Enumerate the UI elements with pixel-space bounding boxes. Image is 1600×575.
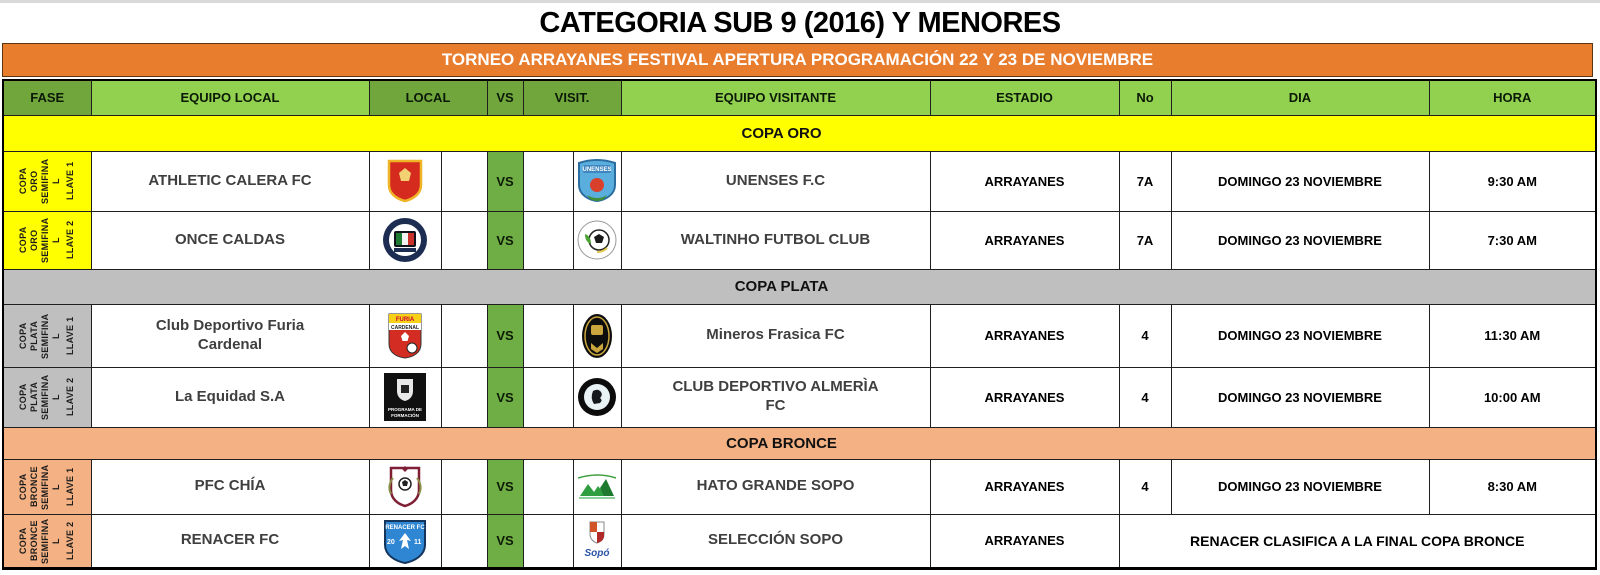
col-header-dia: DIA: [1171, 80, 1429, 115]
fase-label: COPA PLATA SEMIFINAL: [18, 374, 62, 420]
visitor-score-cell: [523, 367, 573, 427]
svg-text:FORMACIÓN: FORMACIÓN: [391, 413, 419, 418]
la-equidad-logo-icon: [384, 373, 426, 421]
local-team-name: La Equidad S.A: [91, 367, 369, 427]
llave-label: LLAVE 1: [65, 316, 76, 355]
fase-cell: [3, 304, 91, 367]
fase-cell: [3, 459, 91, 514]
vs-cell: VS: [487, 514, 523, 568]
stadium-cell: ARRAYANES: [930, 514, 1119, 568]
visitor-team-name: SELECCIÓN SOPO: [621, 514, 930, 568]
visitor-team-name: UNENSES F.C: [621, 151, 930, 211]
local-team-name: ONCE CALDAS: [91, 211, 369, 269]
svg-text:20: 20: [387, 538, 395, 546]
vs-cell: VS: [487, 151, 523, 211]
tournament-banner: [2, 43, 1593, 77]
llave-label: LLAVE 1: [65, 467, 76, 506]
match-number-cell: 7A: [1119, 211, 1171, 269]
visitor-team-name: WALTINHO FUTBOL CLUB: [621, 211, 930, 269]
local-score-cell: [441, 304, 487, 367]
schedule-table: [2, 79, 1597, 570]
svg-text:11: 11: [414, 538, 422, 546]
fase-cell: [3, 151, 91, 211]
stadium-cell: ARRAYANES: [930, 151, 1119, 211]
fase-cell: [3, 211, 91, 269]
local-score-cell: [441, 459, 487, 514]
local-logo-cell: [369, 151, 441, 211]
match-row: [3, 304, 1596, 367]
vs-cell: VS: [487, 211, 523, 269]
qualification-note-cell: RENACER CLASIFICA A LA FINAL COPA BRONCE: [1119, 514, 1596, 568]
time-cell: 7:30 AM: [1429, 211, 1596, 269]
visitor-logo-cell: [573, 211, 621, 269]
match-number-cell: 4: [1119, 459, 1171, 514]
visitor-logo-cell: [573, 151, 621, 211]
day-cell: DOMINGO 23 NOVIEMBRE: [1171, 367, 1429, 427]
local-score-cell: [441, 367, 487, 427]
stadium-cell: ARRAYANES: [930, 304, 1119, 367]
stadium-cell: ARRAYANES: [930, 459, 1119, 514]
day-cell: DOMINGO 23 NOVIEMBRE: [1171, 211, 1429, 269]
day-cell: DOMINGO 23 NOVIEMBRE: [1171, 459, 1429, 514]
renacer-logo-icon: [383, 517, 427, 565]
col-header-no: No: [1119, 80, 1171, 115]
col-header-local: LOCAL: [369, 80, 487, 115]
waltinho-logo-icon: [577, 220, 617, 260]
col-header-hora: HORA: [1429, 80, 1596, 115]
seleccion-sopo-logo-icon: [580, 520, 614, 562]
llave-label: LLAVE 2: [65, 220, 76, 260]
llave-label: LLAVE 2: [65, 377, 76, 417]
match-row: [3, 211, 1596, 269]
local-score-cell: [441, 151, 487, 211]
visitor-score-cell: [523, 151, 573, 211]
almeria-logo-icon: [577, 377, 617, 417]
visitor-logo-cell: [573, 459, 621, 514]
fase-cell: [3, 367, 91, 427]
local-logo-cell: [369, 304, 441, 367]
local-logo-cell: [369, 211, 441, 269]
local-score-cell: [441, 211, 487, 269]
svg-text:PROGRAMA DE: PROGRAMA DE: [387, 407, 423, 412]
svg-text:RENACER FC: RENACER FC: [385, 524, 425, 531]
section-band-bronce-label: COPA BRONCE: [3, 427, 1596, 459]
tournament-banner-text: TORNEO ARRAYANES FESTIVAL APERTURA PROGRAMACIÓN 22 Y 23 DE NOVIEMBRE: [441, 50, 1154, 69]
section-band-bronce: [3, 427, 1596, 459]
svg-text:Sopó: Sopó: [584, 547, 610, 559]
athletic-calera-logo-icon: [386, 159, 424, 203]
furia-cardenal-logo-icon: [387, 312, 423, 360]
stadium-cell: ARRAYANES: [930, 211, 1119, 269]
time-cell: 11:30 AM: [1429, 304, 1596, 367]
match-row: [3, 367, 1596, 427]
match-number-cell: 7A: [1119, 151, 1171, 211]
llave-label: LLAVE 2: [65, 521, 76, 560]
fase-label: COPA ORO SEMIFINAL: [18, 217, 62, 263]
svg-text:FURIA: FURIA: [395, 316, 415, 323]
local-score-cell: [441, 514, 487, 568]
day-cell: DOMINGO 23 NOVIEMBRE: [1171, 304, 1429, 367]
visitor-score-cell: [523, 304, 573, 367]
match-row: [3, 151, 1596, 211]
fase-label: COPA PLATA SEMIFINAL: [18, 312, 62, 359]
visitor-team-name: CLUB DEPORTIVO ALMERÌA FC: [621, 367, 930, 427]
fase-label: COPA BRONCE SEMIFINAL: [18, 463, 62, 510]
svg-text:UNENSES: UNENSES: [582, 167, 612, 173]
local-logo-cell: [369, 459, 441, 514]
visitor-score-cell: [523, 459, 573, 514]
visitor-logo-cell: [573, 514, 621, 568]
col-header-visit: VISIT.: [523, 80, 621, 115]
local-team-name: Club Deportivo Furia Cardenal: [91, 304, 369, 367]
time-cell: 8:30 AM: [1429, 459, 1596, 514]
day-cell: DOMINGO 23 NOVIEMBRE: [1171, 151, 1429, 211]
col-header-equipo-visitante: EQUIPO VISITANTE: [621, 80, 930, 115]
llave-label: LLAVE 1: [65, 161, 76, 201]
pfc-chia-logo-icon: [385, 464, 425, 510]
svg-text:CARDENAL: CARDENAL: [390, 324, 420, 331]
match-row: [3, 459, 1596, 514]
section-band-oro: [3, 115, 1596, 151]
stadium-cell: ARRAYANES: [930, 367, 1119, 427]
match-number-cell: 4: [1119, 367, 1171, 427]
local-team-name: PFC CHÍA: [91, 459, 369, 514]
visitor-score-cell: [523, 514, 573, 568]
local-logo-cell: [369, 514, 441, 568]
header-row: [3, 80, 1596, 115]
fase-label: COPA ORO SEMIFINAL: [18, 158, 62, 204]
col-header-fase: FASE: [3, 80, 91, 115]
time-cell: 9:30 AM: [1429, 151, 1596, 211]
col-header-estadio: ESTADIO: [930, 80, 1119, 115]
vs-cell: VS: [487, 304, 523, 367]
visitor-score-cell: [523, 211, 573, 269]
section-band-oro-label: COPA ORO: [3, 115, 1596, 151]
visitor-logo-cell: [573, 304, 621, 367]
mineros-frasica-logo-icon: [580, 313, 614, 359]
visitor-team-name: Mineros Frasica FC: [621, 304, 930, 367]
hato-grande-logo-icon: [574, 470, 620, 504]
match-row: [3, 514, 1596, 568]
section-band-plata-label: COPA PLATA: [3, 269, 1596, 304]
col-header-equipo-local: EQUIPO LOCAL: [91, 80, 369, 115]
visitor-logo-cell: [573, 367, 621, 427]
vs-cell: VS: [487, 459, 523, 514]
vs-cell: VS: [487, 367, 523, 427]
unenses-logo-icon: [577, 159, 617, 203]
local-logo-cell: [369, 367, 441, 427]
match-number-cell: 4: [1119, 304, 1171, 367]
fase-cell: [3, 514, 91, 568]
col-header-vs: VS: [487, 80, 523, 115]
time-cell: 10:00 AM: [1429, 367, 1596, 427]
local-team-name: ATHLETIC CALERA FC: [91, 151, 369, 211]
once-caldas-logo-icon: [382, 217, 428, 263]
visitor-team-name: HATO GRANDE SOPO: [621, 459, 930, 514]
page-title: CATEGORIA SUB 9 (2016) Y MENORES: [539, 6, 1061, 39]
section-band-plata: [3, 269, 1596, 304]
fase-label: COPA BRONCE SEMIFINAL: [18, 517, 62, 564]
local-team-name: RENACER FC: [91, 514, 369, 568]
